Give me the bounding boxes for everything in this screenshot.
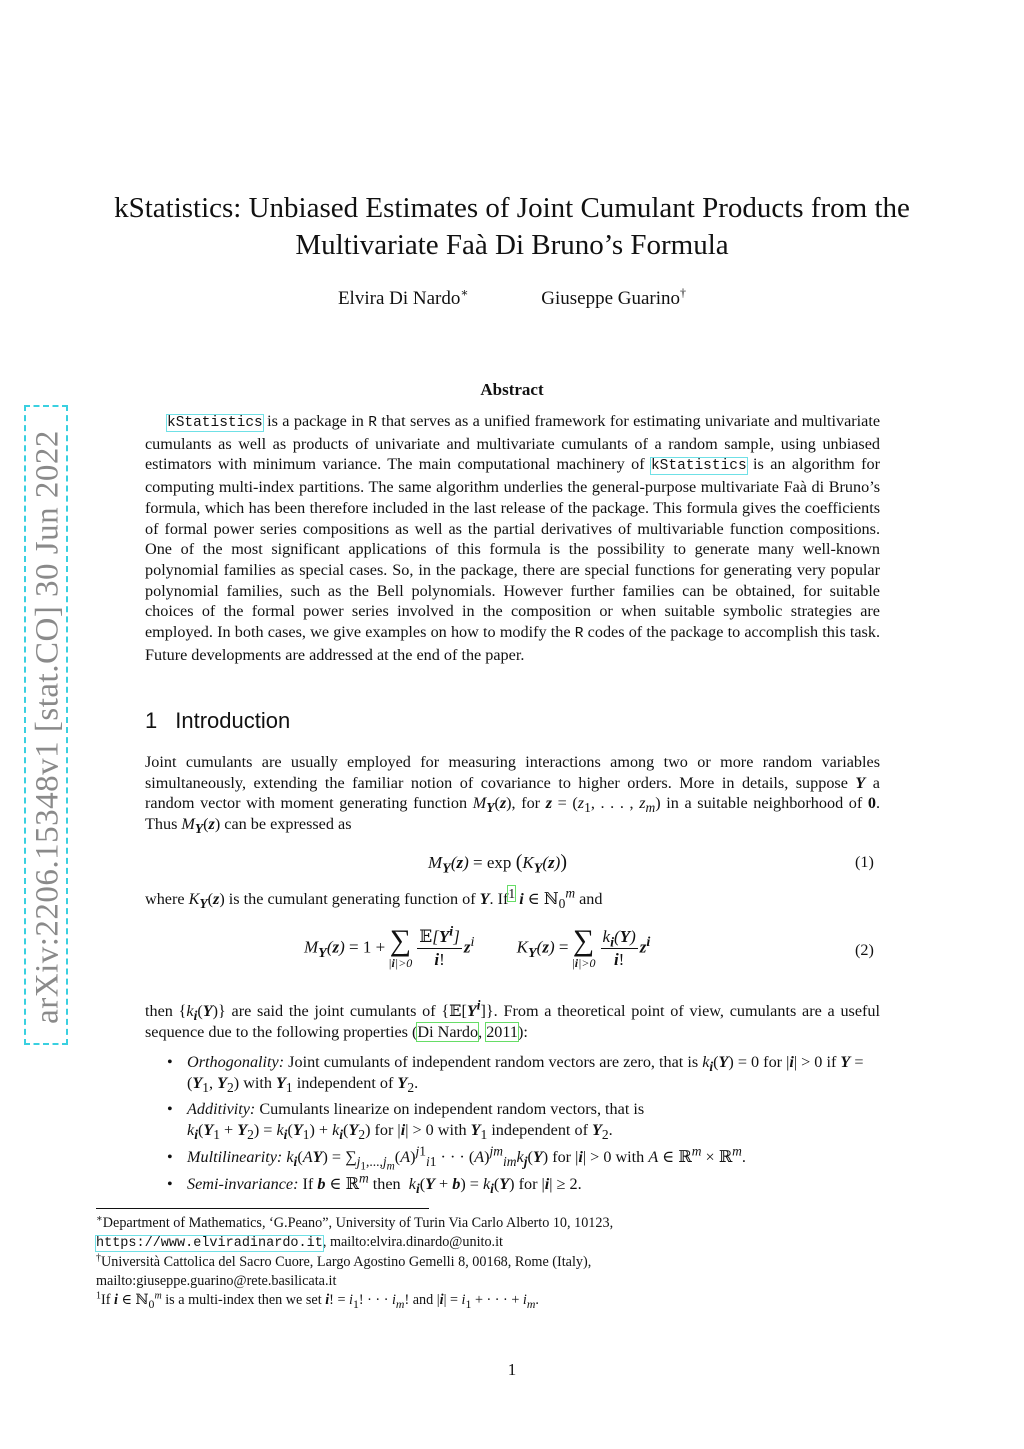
intro-p1-b: a random vector with moment generating function	[145, 773, 880, 813]
intro-p2-b: is the cumulant generating function of	[224, 890, 480, 908]
footnote-2	[96, 1253, 927, 1272]
citation-sep: ,	[478, 1022, 487, 1041]
author-2	[541, 285, 687, 310]
property-semi-invariance: • Semi-invariance: If b ∈ ℝ$^m$ then $k_i(Y + b) = k_i(Y)$ for |i| ≥ 2.	[167, 1170, 582, 1196]
footnote-2-mark: †	[96, 1252, 101, 1264]
property-label: Semi-invariance:	[187, 1174, 299, 1193]
footnote-3-a: If	[101, 1292, 114, 1308]
author-1-name: Elvira Di Nardo	[337, 288, 461, 309]
footnote-2-mail: mailto:giuseppe.guarino@rete.basilicata.it	[96, 1273, 337, 1289]
intro-p3-d: ):	[517, 1022, 528, 1041]
footnote-3-mark: 1	[96, 1290, 101, 1302]
footnote-ref-1[interactable]: 1	[508, 885, 516, 901]
intro-p3-b: are said the joint cumulants of	[225, 1002, 442, 1020]
title-line-1: kStatistics: Unbiased Estimates of Joint Cumulant Products from the	[114, 192, 910, 224]
property-text: Joint cumulants of independent random vectors are zero, that is	[284, 1053, 703, 1071]
intro-p2-a: where	[145, 890, 189, 908]
author-1	[337, 285, 469, 310]
property-text: If	[298, 1174, 318, 1193]
pkg-link-1[interactable]: kStatistics	[167, 415, 263, 431]
footnote-3: $^1$If i ∈ ℕ$_0^m$ is a multi-index then we set i! = $i_1$! · · · $i_m$! and $|i| = i_1$ + · · · + $i_m$.	[96, 1290, 539, 1311]
equation-1-label: (1)	[855, 853, 874, 871]
author-list	[0, 285, 1024, 310]
author-2-mark[interactable]: †	[680, 285, 687, 300]
arxiv-id-stamp[interactable]: arXiv:2206.15348v1 [stat.CO] 30 Jun 2022	[29, 430, 66, 1024]
citation-author-link[interactable]: Di Nardo	[417, 1022, 479, 1041]
equation-2-label: (2)	[855, 941, 874, 959]
abstract-text-2: that serves as a unified framework for estimating univariate and multivariate cumulants as well as products of univariate and multivariate cumulants of a random sample, using unbiased estimators with minimum variance. The main computational machinery of	[145, 412, 881, 474]
footnote-1-mail: , mailto:elvira.dinardo@unito.it	[322, 1234, 503, 1250]
intro-p1-d: in a suitable neighborhood of	[660, 794, 868, 813]
footnote-1-mark: ∗	[96, 1213, 103, 1225]
property-multilinearity: • Multilinearity: $k_i(AY) = \sum_{j_1,...,j_m}(A)^{j1}_{i1}$ · · · $(A)^{jm}_{im}k_j(Y)$ for |i| > 0 with A ∈ ℝ$^m$ × ℝ$^m$.	[167, 1143, 746, 1173]
intro-p2-c: . If	[489, 890, 509, 908]
abstract-body	[145, 411, 880, 665]
abstract-text-4: codes of the package to accomplish this task. Future developments are addressed at the end of the paper.	[145, 623, 880, 664]
equation-2: $M_Y(z) = 1$ + ∑ |i|>0 $\frac{𝔼[Y^i]}{i!}$ $z^i$ $K_Y(z)$ = ∑ |i|>0 $\frac{k_i(Y)}{i!}$ $z^i$	[304, 923, 651, 970]
footnote-1-links	[96, 1233, 927, 1253]
author-1-mark[interactable]: ∗	[460, 285, 469, 300]
footnotes	[96, 1214, 927, 1310]
intro-p1-c: , for	[511, 794, 546, 813]
section-number: 1	[145, 708, 158, 733]
intro-p2-d: and	[575, 890, 603, 908]
arxiv-stamp-box[interactable]	[24, 405, 68, 1045]
intro-p3-c: . From a theoretical point of view, cumulants are a useful sequence due to the following properties (	[145, 1002, 880, 1041]
cumulant-properties-list	[163, 1052, 880, 1200]
intro-p1-e: . Thus	[145, 794, 881, 834]
author-homepage-link[interactable]: https://www.elviradinardo.it	[96, 1236, 323, 1251]
title-line-2: Multivariate Faà Di Bruno’s Formula	[295, 229, 729, 261]
property-orthogonality: • Orthogonality: Joint cumulants of independent random vectors are zero, that is $k_i(Y) = 0$ for |i| > 0 if $Y = (Y_1$, $Y_2$) with $Y_1$ independent of $Y_2$.	[167, 1053, 864, 1095]
intro-p1-a: Joint cumulants are usually employed for measuring interactions among two or more random variables simultaneously, extending the familiar notion of covariance to higher orders. More in details, suppose	[145, 753, 880, 792]
page-number: 1	[507, 1360, 517, 1379]
property-label: Multilinearity:	[187, 1147, 283, 1166]
intro-p3-a: then	[145, 1002, 179, 1020]
footnote-1	[96, 1214, 927, 1233]
r-lang-2: R	[574, 626, 584, 643]
r-lang-1: R	[368, 415, 377, 431]
intro-paragraph-2: where $K_Y(z)$ is the cumulant generating function of Y. If$^1$ i ∈ ℕ$_0^m$ and	[145, 885, 603, 912]
property-text: Cumulants linearize on independent random vectors, that is	[255, 1100, 645, 1119]
paper-title	[80, 190, 944, 264]
footnote-3-c: and	[409, 1292, 437, 1308]
footnote-2-text: Università Cattolica del Sacro Cuore, Largo Agostino Gemelli 8, 00168, Rome (Italy),	[101, 1254, 592, 1270]
citation-year-link[interactable]: 2011	[486, 1022, 518, 1041]
abstract-heading: Abstract	[480, 380, 544, 399]
equation-1: $M_Y(z) = \exp (K_Y(z))$	[428, 851, 567, 877]
footnote-1-text: Department of Mathematics, ‘G.Peano”, University of Turin Via Carlo Alberto 10, 10123,	[102, 1215, 614, 1231]
pkg-link-2[interactable]: kStatistics	[650, 458, 747, 475]
property-label: Orthogonality:	[187, 1053, 285, 1071]
footnote-rule	[96, 1208, 429, 1209]
abstract-text-3: is an algorithm for computing multi-index partitions. The same algorithm underlies the general-purpose multivariate Faà di Bruno’s formula, which has been therefore included in the last release of the package. This formula gives the coefficients of formal power series compositions as well as the partial derivatives of multivariable function compositions. One of the most significant applications of this formula is the possibility to generate many well-known polynomial families as special cases. So, in the package, there are special functions for generating very popular polynomial families, such as the Bell polynomials. However further families can be obtained, for suitable choices of the formal power series involved in the composition or when suitable symbolic strategies are employed. In both cases, we give examples on how to modify the	[145, 455, 880, 642]
property-label: Additivity:	[187, 1100, 256, 1119]
intro-p1-f: can be expressed as	[220, 815, 352, 834]
abstract-text-1: is a package in	[262, 412, 369, 430]
section-heading	[145, 708, 290, 734]
property-additivity: • Additivity: Cumulants linearize on independent random vectors, that is $k_i(Y_1 + Y_2) = k_i(Y_1) + k_i(Y_2)$ for |i| > 0 with $Y_1$ independent of $Y_2$.	[167, 1100, 645, 1143]
section-title: Introduction	[175, 708, 291, 733]
intro-paragraph-1: Joint cumulants are usually employed for measuring interactions among two or more random variables simultaneously, extending the familiar notion of covariance to higher orders. More in details, suppose Y a random vector with moment generating function $M_Y(z)$, for $z = (z_1$, . . . , $z_m$) in a suitable neighborhood of 0. Thus $M_Y(z)$ can be expressed as	[145, 753, 881, 837]
author-2-name: Giuseppe Guarino	[541, 288, 681, 309]
footnote-3-b: is a multi-index then we set	[161, 1292, 326, 1308]
intro-paragraph-3: then $\{k_i(Y)\}$ are said the joint cumulants of $\{𝔼[Y^i]\}$. From a theoretical point of view, cumulants are a useful sequence due to the following properties (Di Nardo, 2011):	[145, 997, 880, 1041]
